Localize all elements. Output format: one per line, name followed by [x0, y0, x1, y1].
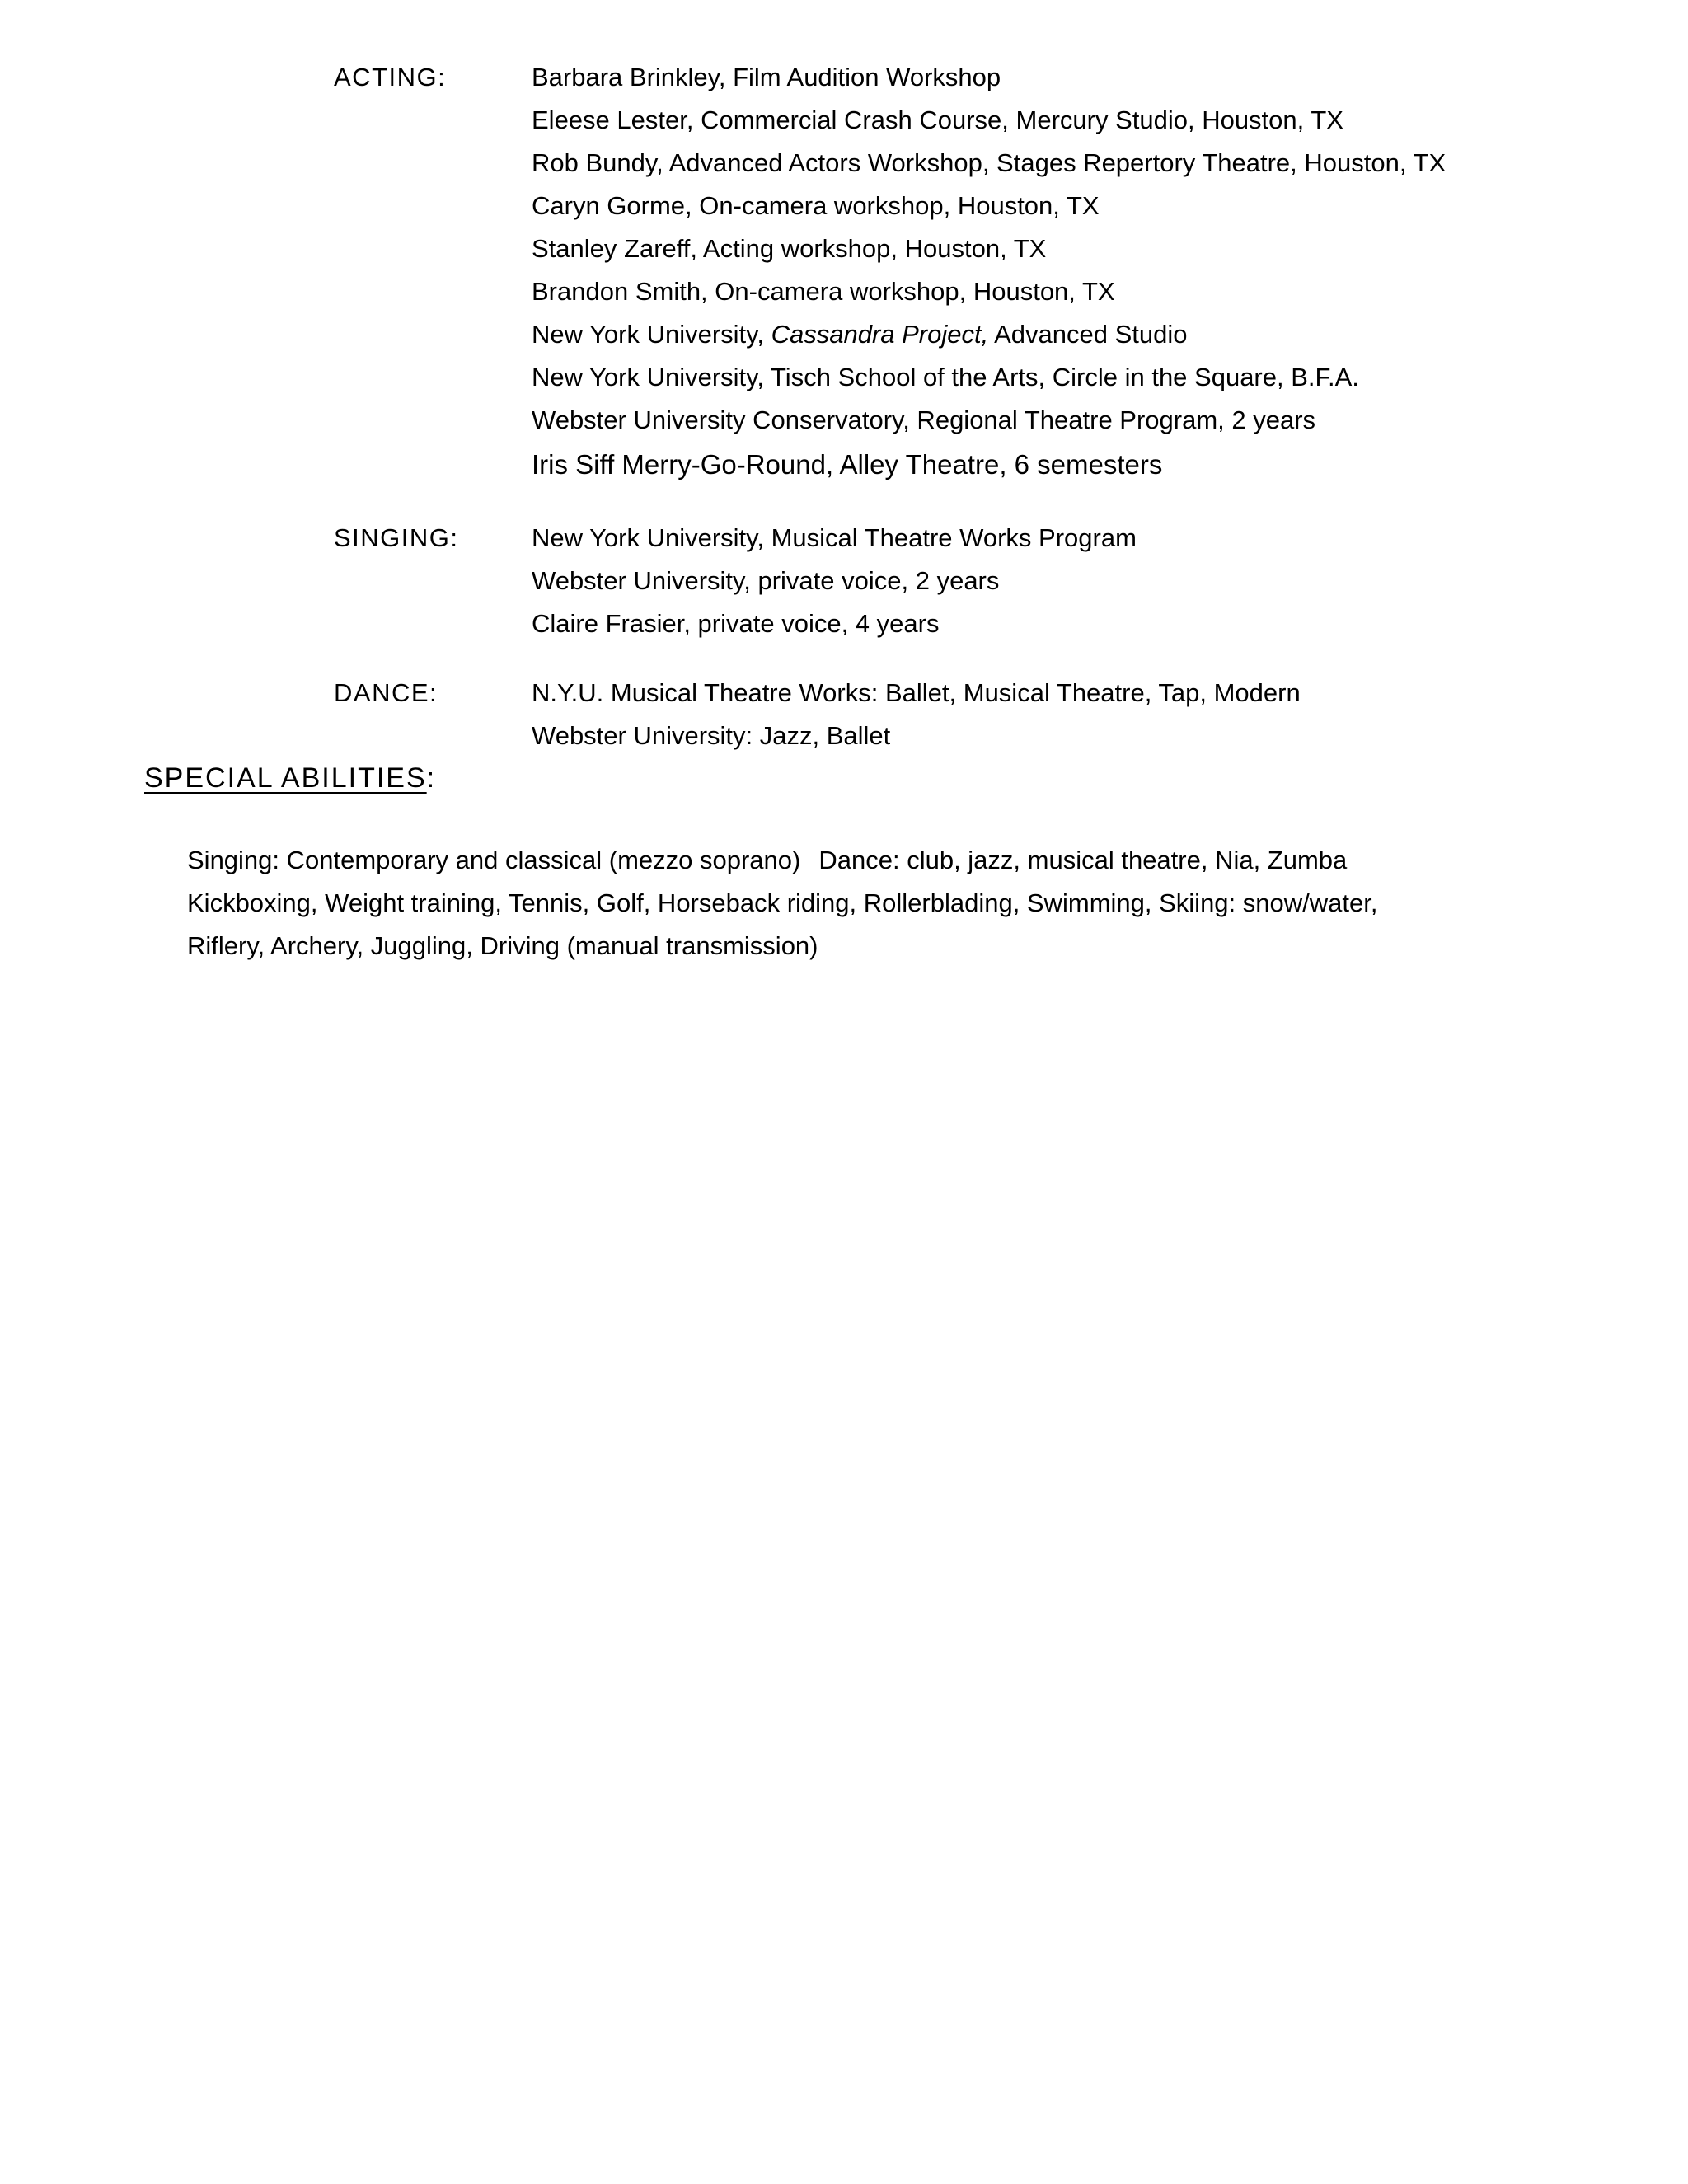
acting-label: ACTING: — [334, 63, 447, 91]
acting-item — [532, 313, 1446, 356]
acting-item: Barbara Brinkley, Film Audition Workshop — [532, 63, 1001, 91]
acting-item: Caryn Gorme, On-camera workshop, Houston, TX — [532, 191, 1100, 220]
special-abilities-list — [187, 839, 1377, 968]
special-abilities-line: Kickboxing, Weight training, Tennis, Golf, Horseback riding, Rollerblading, Swimming, Skiing: snow/water, — [187, 888, 1378, 917]
dance-item: N.Y.U. Musical Theatre Works: Ballet, Musical Theatre, Tap, Modern — [532, 678, 1301, 707]
acting-item: Eleese Lester, Commercial Crash Course, Mercury Studio, Houston, TX — [532, 105, 1343, 134]
special-abilities-heading — [144, 762, 436, 794]
special-abilities-title: SPECIAL ABILITIES — [144, 762, 427, 794]
special-abilities-line: Riflery, Archery, Juggling, Driving (manual transmission) — [187, 931, 818, 960]
acting-item: Brandon Smith, On-camera workshop, Houston, TX — [532, 277, 1115, 306]
acting-item-italic-title: Cassandra Project, — [771, 320, 989, 349]
dance-label: DANCE: — [334, 678, 438, 707]
acting-item-suffix: Advanced Studio — [988, 320, 1188, 349]
special-abilities-colon: : — [426, 762, 437, 794]
acting-item: Webster University Conservatory, Regional Theatre Program, 2 years — [532, 405, 1316, 434]
special-singing-text: Singing: Contemporary and classical (mezzo soprano) — [187, 846, 801, 874]
singing-label: SINGING: — [334, 523, 459, 552]
acting-item: Rob Bundy, Advanced Actors Workshop, Stages Repertory Theatre, Houston, TX — [532, 148, 1447, 177]
acting-item-prefix: New York University, — [532, 320, 771, 349]
singing-item: Claire Frasier, private voice, 4 years — [532, 609, 940, 638]
singing-item: New York University, Musical Theatre Works Program — [532, 523, 1137, 552]
singing-list — [532, 517, 1137, 645]
singing-item: Webster University, private voice, 2 years — [532, 566, 1000, 595]
special-dance-text: Dance: club, jazz, musical theatre, Nia, Zumba — [818, 846, 1348, 874]
special-abilities-line — [187, 839, 1377, 882]
acting-item: Stanley Zareff, Acting workshop, Houston, TX — [532, 234, 1047, 263]
acting-item: New York University, Tisch School of the Arts, Circle in the Square, B.F.A. — [532, 363, 1359, 391]
acting-list — [532, 56, 1446, 488]
dance-item: Webster University: Jazz, Ballet — [532, 721, 891, 750]
acting-item: Iris Siff Merry-Go-Round, Alley Theatre, 6 semesters — [532, 449, 1163, 480]
dance-list — [532, 672, 1301, 757]
